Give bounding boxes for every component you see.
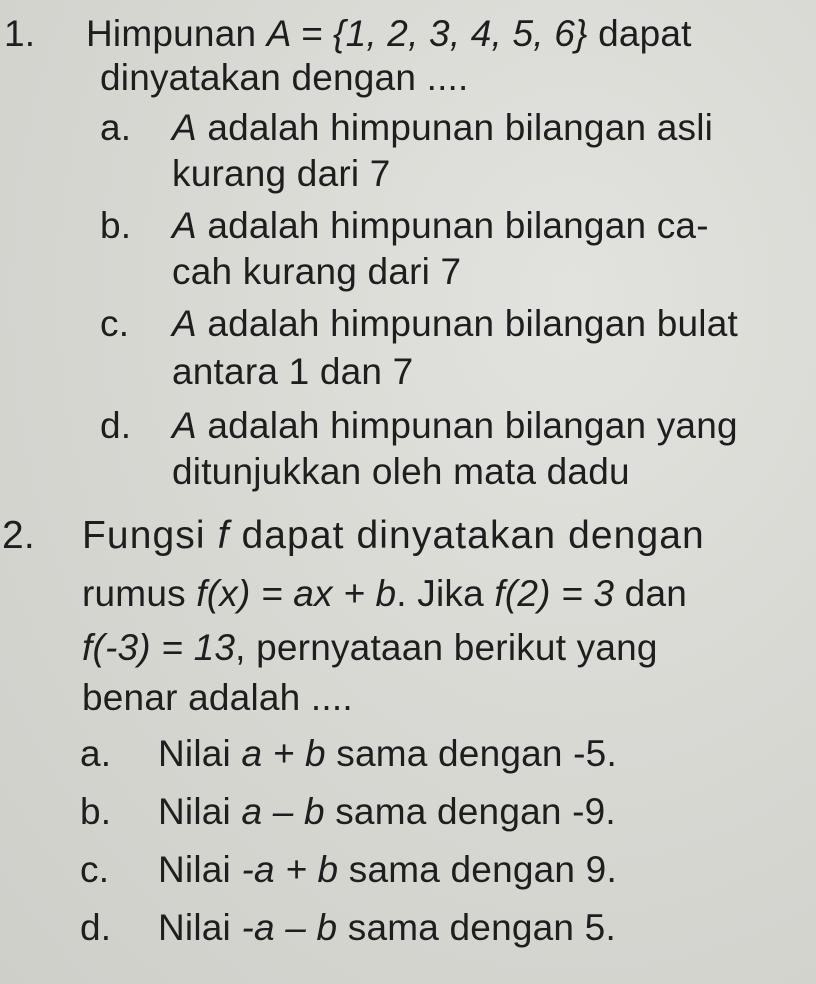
q2-line-2-mid: . Jika xyxy=(396,573,495,614)
q2-option-c-letter: c. xyxy=(80,849,110,890)
q1-option-b-letter: b. xyxy=(100,205,132,246)
q1-set-expression: A = {1, 2, 3, 4, 5, 6} xyxy=(266,13,588,54)
q1-option-a-text-1: adalah himpunan bilangan asli xyxy=(196,107,714,148)
q2-option-d-letter: d. xyxy=(80,907,112,948)
q2-option-a-letter: a. xyxy=(80,733,112,774)
q2-condition-2: f(-3) = 13 xyxy=(82,627,236,668)
q1-option-d-var: A xyxy=(172,405,197,446)
q1-option-a-var: A xyxy=(172,107,197,148)
q2-option-d-pre: Nilai xyxy=(158,907,242,948)
q2-option-d-expr: -a – b xyxy=(241,907,338,948)
q2-option-b-pre: Nilai xyxy=(158,791,242,832)
q2-number: 2. xyxy=(2,514,35,557)
q2-line-4-text: benar adalah .... xyxy=(82,677,353,718)
q2-option-b-post: sama dengan -9. xyxy=(324,791,616,832)
q2-option-a-expr: a + b xyxy=(241,733,326,774)
q1-stem-line-1 xyxy=(86,12,692,56)
q1-option-a-letter: a. xyxy=(100,107,132,148)
q2-option-d-post: sama dengan 5. xyxy=(337,907,616,948)
q2-option-c-expr: -a + b xyxy=(241,849,339,890)
q2-function-name: f xyxy=(217,514,230,557)
q2-option-b-expr: a – b xyxy=(241,791,325,832)
q1-option-c-text-1: adalah himpunan bilangan bulat xyxy=(196,303,738,344)
q1-option-c-text-2: antara 1 dan 7 xyxy=(172,351,414,392)
q2-function-rule: f(x) = ax + b xyxy=(196,573,397,614)
q1-option-d-text-2: ditunjukkan oleh mata dadu xyxy=(172,451,630,492)
q1-option-b-text-1: adalah himpunan bilangan ca- xyxy=(196,205,709,246)
q1-option-a-text-2: kurang dari 7 xyxy=(172,153,391,194)
q2-option-b-letter: b. xyxy=(80,791,112,832)
q1-number: 1. xyxy=(4,13,36,54)
q2-line-3-post: , pernyataan berikut yang xyxy=(235,627,658,668)
q1-stem-line-2: dinyatakan dengan .... xyxy=(100,57,469,98)
q1-option-b-var: A xyxy=(172,205,197,246)
q2-line-1-pre: Fungsi xyxy=(82,514,218,557)
q1-option-c-var: A xyxy=(172,303,197,344)
q1-option-d-text-1: adalah himpunan bilangan yang xyxy=(196,405,738,446)
q2-option-a-post: sama dengan -5. xyxy=(325,733,617,774)
q2-option-a-pre: Nilai xyxy=(158,733,242,774)
q1-stem-pre: Himpunan xyxy=(86,13,267,54)
q1-option-c-letter: c. xyxy=(100,303,130,344)
q2-option-c-pre: Nilai xyxy=(158,849,242,890)
q2-option-c-post: sama dengan 9. xyxy=(338,849,617,890)
q1-option-d-letter: d. xyxy=(100,405,132,446)
q2-line-2-pre: rumus xyxy=(82,573,197,614)
q1-option-b-text-2: cah kurang dari 7 xyxy=(172,251,462,292)
q2-condition-1: f(2) = 3 xyxy=(494,573,615,614)
q1-stem-post: dapat xyxy=(587,13,692,54)
q2-line-1-post: dapat dinyatakan dengan xyxy=(229,514,705,557)
q2-line-2-post: dan xyxy=(614,573,688,614)
